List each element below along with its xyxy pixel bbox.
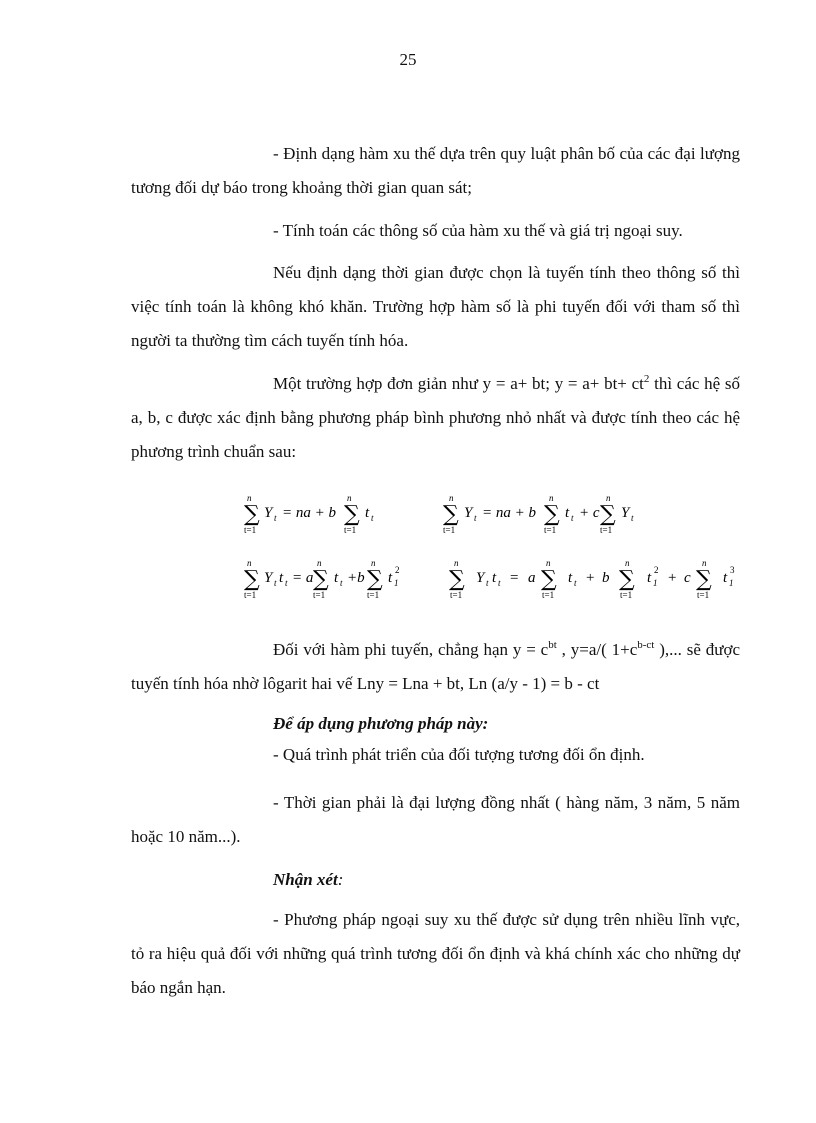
eq4-sum2-lower: t=1	[542, 590, 555, 600]
eq4-a: a	[528, 570, 536, 586]
eq3-sum3-symbol: ∑	[367, 567, 383, 592]
eq3-term2-sub: 1	[394, 578, 399, 588]
eq2-sum1-symbol: ∑	[443, 502, 459, 527]
page-number: 25	[399, 50, 417, 69]
eq2-term1-sub: t	[571, 513, 574, 523]
eq4-plus-1: +	[586, 570, 595, 586]
paragraph-stable-process: - Quá trình phát triển của đối tượng tương đối ổn định.	[273, 745, 645, 764]
eq4-term1: t	[568, 570, 573, 586]
eq3-sum1-symbol: ∑	[244, 567, 260, 592]
eq2-sum2-upper: n	[549, 493, 554, 503]
p5-superscript-2: b-ct	[637, 639, 655, 651]
eq2-sum3-symbol: ∑	[600, 502, 616, 527]
eq4-sum4-upper: n	[702, 558, 707, 568]
eq3-mid: = a	[292, 570, 314, 586]
eq3-sum2-symbol: ∑	[313, 567, 329, 592]
eq3-lhs2-sub: t	[285, 578, 288, 588]
eq2-sum3-lower: t=1	[600, 525, 613, 535]
p5-superscript-1: bt	[548, 639, 557, 651]
eq4-sum4-lower: t=1	[697, 590, 710, 600]
eq1-sum2-symbol: ∑	[344, 502, 360, 527]
eq4-sum3-lower: t=1	[620, 590, 633, 600]
heading-apply-method: Để áp dụng phương pháp này:	[273, 714, 489, 733]
eq4-b: b	[602, 570, 610, 586]
eq3-sum3-lower: t=1	[367, 590, 380, 600]
p5-text-c: ),... sẽ được tuyến tính hóa nhờ lôgarit hai vế Lny = Lna + bt, Ln (a/y - 1) = b - ct	[131, 640, 740, 693]
paragraph-remarks: - Phương pháp ngoại suy xu thế được sử dụng trên nhiều lĩnh vực, tỏ ra hiệu quả đối với những quá trình tương đối ổn định và khá chính xác cho những dự báo ngắn hạn.	[131, 910, 740, 997]
eq3-term1: t	[334, 570, 339, 586]
eq4-term2-sub: 1	[653, 578, 658, 588]
eq4-term3: t	[723, 570, 728, 586]
eq2-term2-sub: t	[631, 513, 634, 523]
eq2-sum2-symbol: ∑	[544, 502, 560, 527]
eq1-sum2-lower: t=1	[344, 525, 357, 535]
eq1-lhs-sub: t	[274, 513, 277, 523]
eq3-lhs-sub: t	[274, 578, 277, 588]
eq3-lhs2: t	[279, 570, 284, 586]
eq3-sum3-upper: n	[371, 558, 376, 568]
eq4-term3-sub: 1	[729, 578, 734, 588]
eq3-sum2-upper: n	[317, 558, 322, 568]
eq4-plus-2: +	[668, 570, 677, 586]
eq3-sum1-upper: n	[247, 558, 252, 568]
eq4-sum3-upper: n	[625, 558, 630, 568]
paragraph-simple-case	[131, 367, 740, 469]
eq1-mid: = na + b	[282, 505, 336, 521]
eq4-sum2-upper: n	[546, 558, 551, 568]
equation-1	[244, 493, 374, 535]
eq3-sum2-lower: t=1	[313, 590, 326, 600]
equation-4	[449, 558, 735, 600]
paragraph-nonlinear	[131, 633, 740, 701]
eq2-sum3-upper: n	[606, 493, 611, 503]
p5-text-a: Đối với hàm phi tuyến, chẳng hạn y = c	[273, 640, 549, 659]
eq4-term2: t	[647, 570, 652, 586]
eq4-equals: =	[510, 570, 519, 586]
eq4-sum1-symbol: ∑	[449, 567, 465, 592]
eq4-sum2-symbol: ∑	[541, 567, 557, 592]
heading-remarks-colon: :	[337, 870, 344, 889]
eq1-term-sub: t	[371, 513, 374, 523]
eq2-lhs-sub: t	[474, 513, 477, 523]
eq4-sum1-upper: n	[454, 558, 459, 568]
eq3-lhs: Y	[264, 570, 273, 586]
eq2-lhs: Y	[464, 505, 473, 521]
p4-text-a: Một trường hợp đơn giản như y = a+ bt; y = a+ bt+ ct	[273, 374, 644, 393]
eq3-sum1-lower: t=1	[244, 590, 257, 600]
eq2-sum1-upper: n	[449, 493, 454, 503]
eq3-term1-sub: t	[340, 578, 343, 588]
paragraph-compute-parameters: - Tính toán các thông số của hàm xu thế và giá trị ngoại suy.	[273, 221, 683, 240]
equation-3	[244, 558, 400, 600]
eq2-plus-c: + c	[579, 505, 600, 521]
eq4-c: c	[684, 570, 691, 586]
eq4-term3-sup: 3	[730, 565, 735, 575]
eq2-sum2-lower: t=1	[544, 525, 557, 535]
eq2-mid: = na + b	[482, 505, 536, 521]
normal-equations-svg	[244, 488, 784, 618]
p5-text-b: , y=a/( 1+c	[556, 640, 638, 659]
eq3-plus-b: +b	[347, 570, 365, 586]
eq1-sum1-lower: t=1	[244, 525, 257, 535]
heading-remarks	[273, 870, 343, 890]
p4-superscript: 2	[643, 373, 650, 385]
eq3-term2: t	[388, 570, 393, 586]
eq4-sum4-symbol: ∑	[696, 567, 712, 592]
paragraph-linear-format: Nếu định dạng thời gian được chọn là tuyến tính theo thông số thì việc tính toán là không khó khăn. Trường hợp hàm số là phi tuyến đối với tham số thì người ta thường tìm cách tuyến tính hóa.	[131, 263, 740, 350]
eq4-sum1-lower: t=1	[450, 590, 463, 600]
eq1-lhs: Y	[264, 505, 273, 521]
eq4-lhs-sub: t	[486, 578, 489, 588]
heading-remarks-text: Nhận xét	[273, 870, 338, 889]
paragraph-trend-format: - Định dạng hàm xu thế dựa trên quy luật phân bố của các đại lượng tương đối dự báo trong khoảng thời gian quan sát;	[131, 144, 740, 197]
equation-2	[443, 493, 634, 535]
eq4-lhs: Y	[476, 570, 485, 586]
p4-text-b: thì các hệ số a, b, c được xác định bằng phương pháp bình phương nhỏ nhất và được tính theo các hệ phương trình chuẩn sau:	[131, 374, 740, 461]
eq3-term2-sup: 2	[395, 565, 400, 575]
eq4-term2-sup: 2	[654, 565, 659, 575]
eq4-lhs2: t	[492, 570, 497, 586]
eq1-sum1-symbol: ∑	[244, 502, 260, 527]
eq1-sum1-upper: n	[247, 493, 252, 503]
eq2-term2: Y	[621, 505, 630, 521]
eq2-sum1-lower: t=1	[443, 525, 456, 535]
eq4-sum3-symbol: ∑	[619, 567, 635, 592]
paragraph-uniform-time: - Thời gian phải là đại lượng đồng nhất ( hàng năm, 3 năm, 5 năm hoặc 10 năm...).	[131, 793, 740, 846]
normal-equations-block	[244, 488, 784, 618]
eq2-term1: t	[565, 505, 570, 521]
eq4-term1-sub: t	[574, 578, 577, 588]
eq1-term: t	[365, 505, 370, 521]
eq4-lhs2-sub: t	[498, 578, 501, 588]
eq1-sum2-upper: n	[347, 493, 352, 503]
